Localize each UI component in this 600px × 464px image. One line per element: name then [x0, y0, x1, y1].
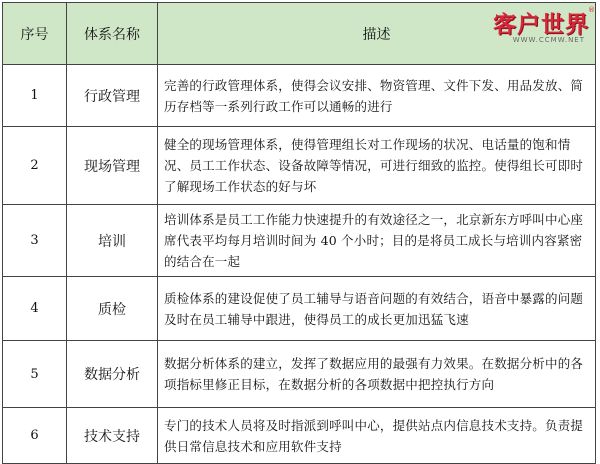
row-number: 3 [3, 205, 67, 277]
row-number: 1 [3, 65, 67, 127]
row-system-name: 培训 [67, 205, 158, 277]
logo-main-text: 客户世界 [493, 12, 589, 38]
header-description-cell [158, 3, 596, 65]
row-description: 完善的行政管理体系，使得会议安排、物资管理、文件下发、用品发放、简历存档等一系列行政工作可以通畅的进行 [158, 65, 596, 127]
table-row [3, 341, 596, 408]
table-row [3, 65, 596, 127]
row-description: 健全的现场管理体系，使得管理组长对工作现场的状况、电话量的饱和情况、员工工作状态、设备故障等情况，可进行细致的监控。使得组长可即时了解现场工作状态的好与坏 [158, 127, 596, 205]
row-description: 专门的技术人员将及时指派到呼叫中心，提供站点内信息技术支持。负责提供日常信息技术和应用软件支持 [158, 408, 596, 464]
row-number: 2 [3, 127, 67, 205]
table-row [3, 127, 596, 205]
registered-mark: ® [588, 6, 595, 14]
row-system-name: 现场管理 [67, 127, 158, 205]
row-system-name: 质检 [67, 277, 158, 341]
table-row [3, 205, 596, 277]
row-system-name: 技术支持 [67, 408, 158, 464]
header-description: 描述 [362, 26, 391, 43]
row-description: 质检体系的建设促使了员工辅导与语音问题的有效结合，语音中暴露的问题及时在员工辅导中跟进，使得员工的成长更加迅猛飞速 [158, 277, 596, 341]
table-row [3, 277, 596, 341]
header-system-name: 体系名称 [67, 3, 158, 65]
ccmw-logo [481, 6, 595, 50]
header-number: 序号 [3, 3, 67, 65]
system-table [2, 2, 596, 464]
table-row [3, 408, 596, 464]
table-header-row [3, 3, 596, 65]
row-system-name: 行政管理 [67, 65, 158, 127]
row-number: 6 [3, 408, 67, 464]
row-description: 培训体系是员工工作能力快速提升的有效途径之一，北京新东方呼叫中心座席代表平均每月培训时间为 40 个小时；目的是将员工成长与培训内容紧密的结合在一起 [158, 205, 596, 277]
logo-url-text: WWW.CCMW.NET [512, 36, 585, 44]
row-number: 5 [3, 341, 67, 408]
row-system-name: 数据分析 [67, 341, 158, 408]
row-number: 4 [3, 277, 67, 341]
row-description: 数据分析体系的建立，发挥了数据应用的最强有力效果。在数据分析中的各项指标里修正目标，在数据分析的各项数据中把控执行方向 [158, 341, 596, 408]
